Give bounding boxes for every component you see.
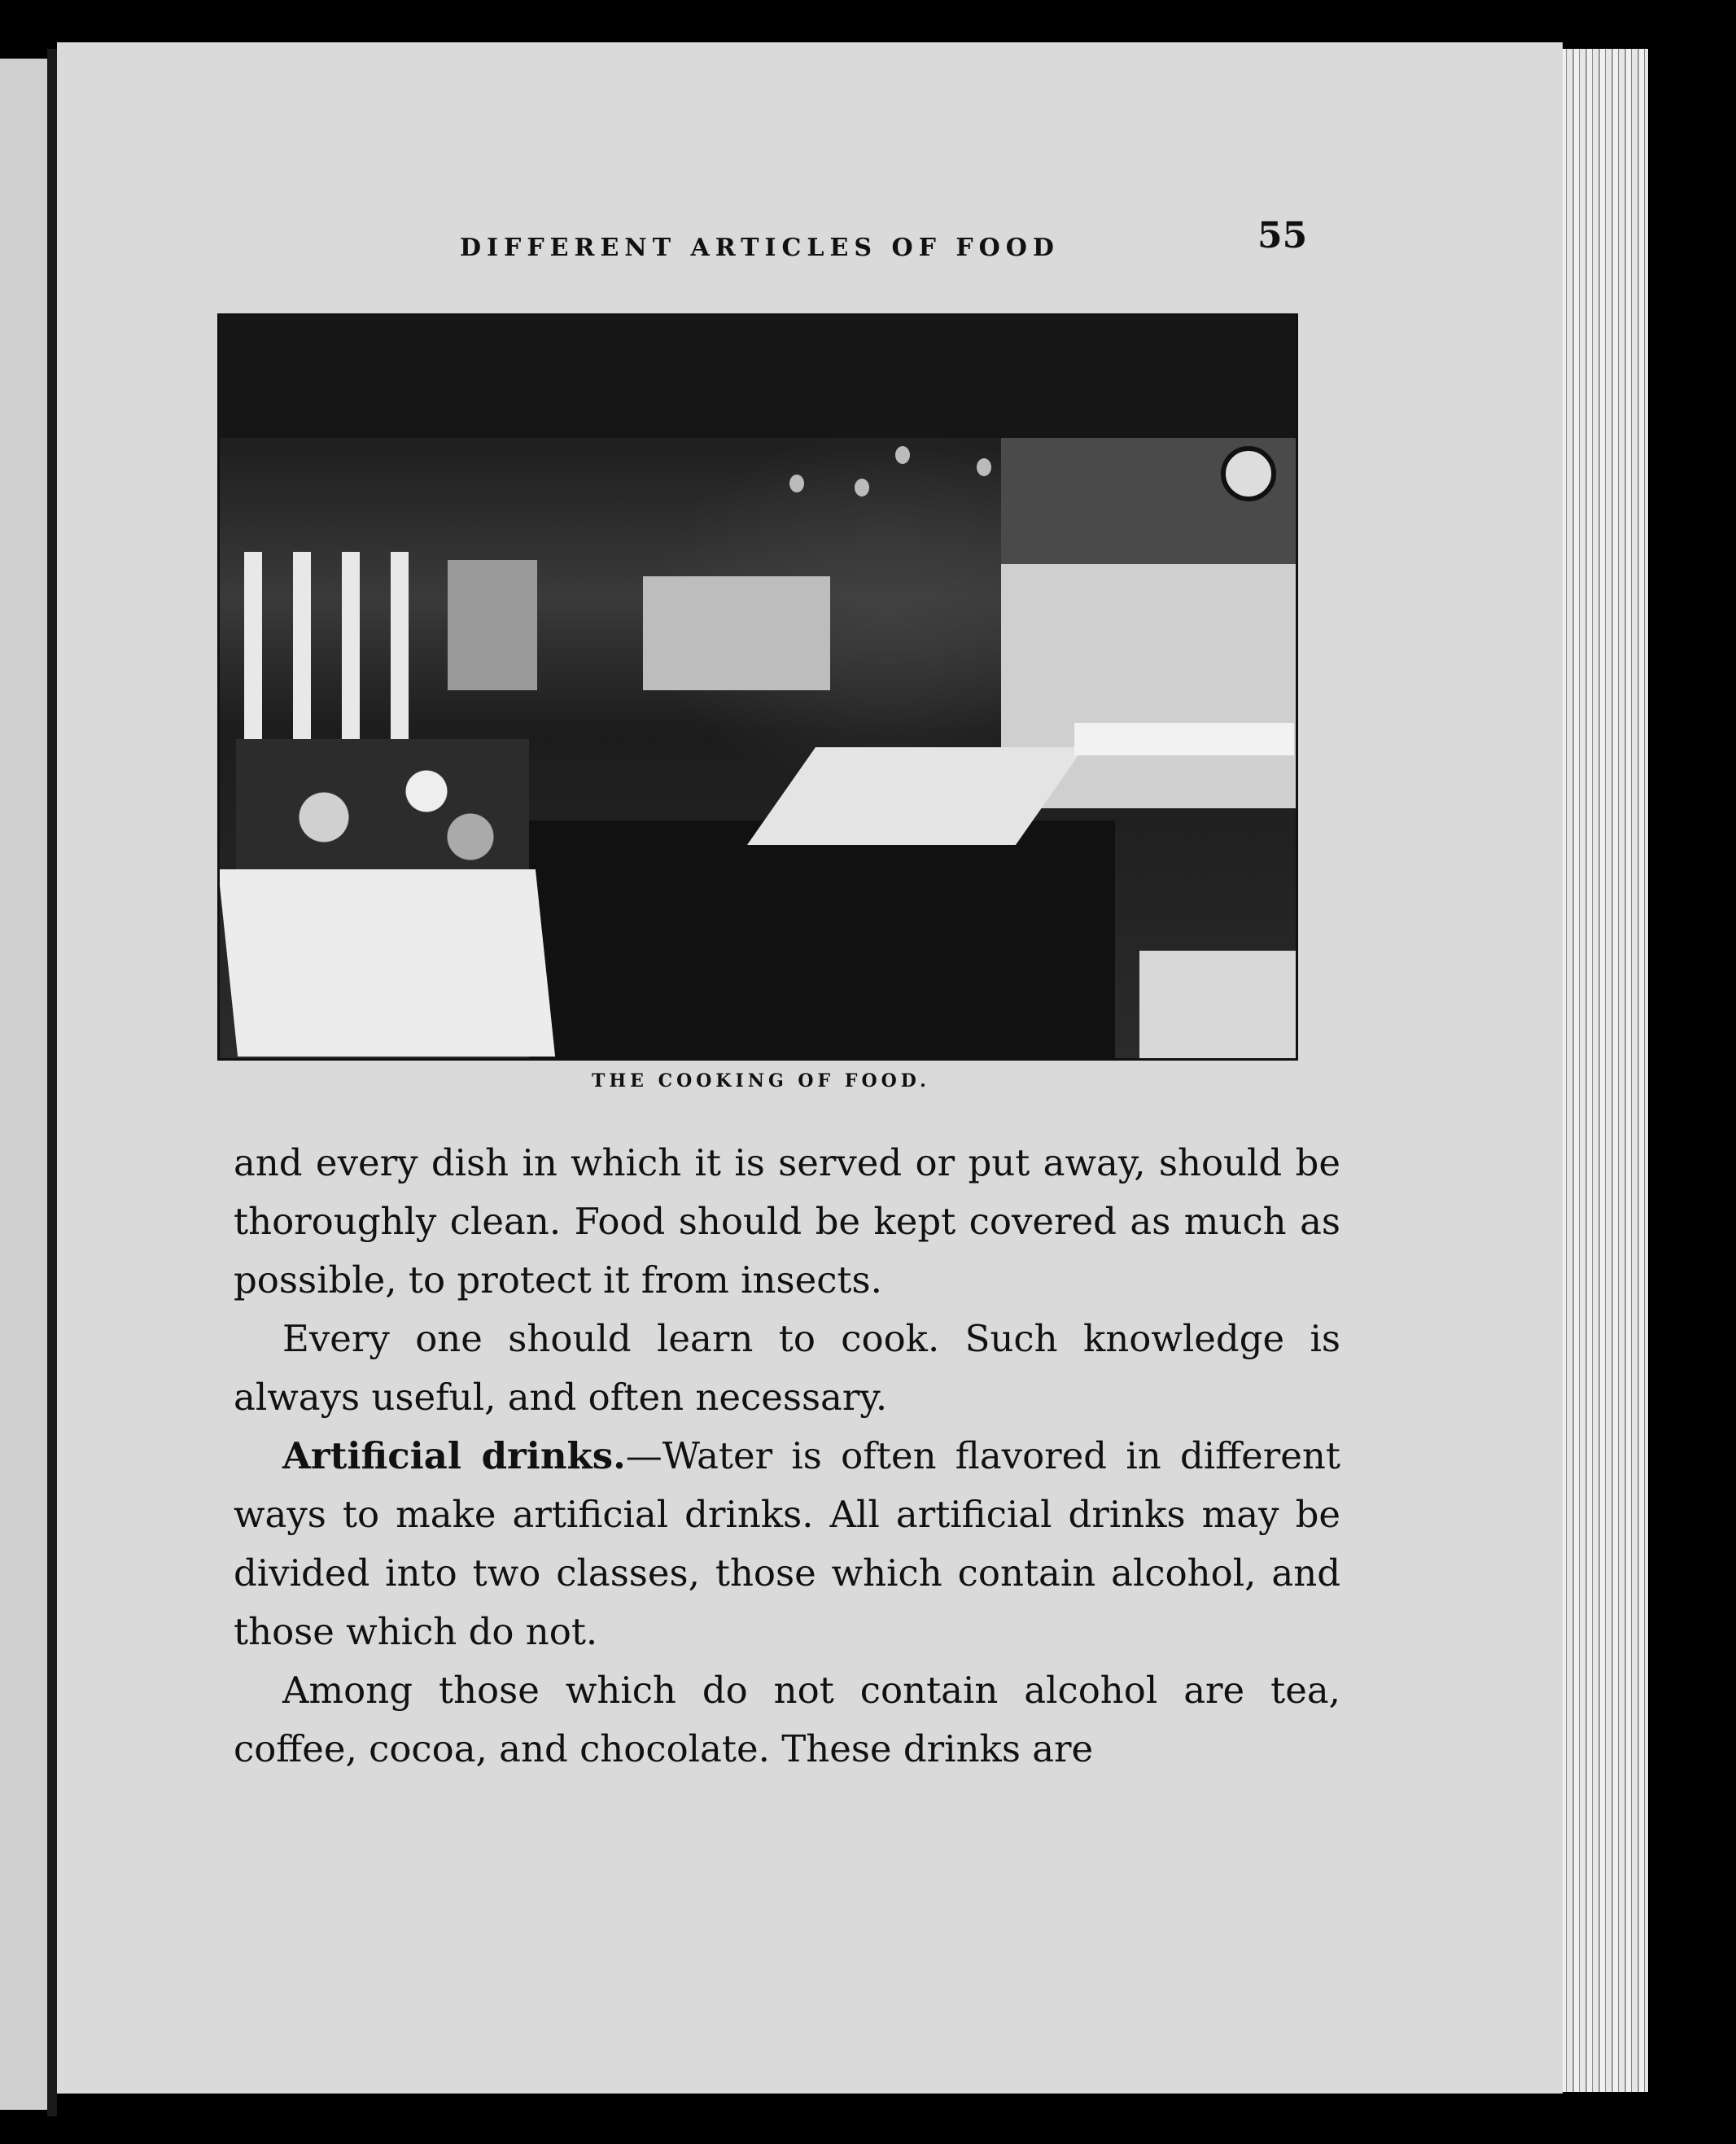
figure-caption: THE COOKING OF FOOD. [592,1070,930,1092]
facing-page-sliver [0,59,50,2110]
kitchen-photograph [217,313,1298,1061]
paragraph-4: Among those which do not contain alcohol are tea, coffee, cocoa, and chocolate. These drinks are [234,1669,1340,1770]
photo-left-table [218,869,555,1057]
page-number: 55 [1257,215,1308,256]
photo-ceiling [220,316,1296,438]
body-text [234,1134,1340,1779]
running-title: DIFFERENT ARTICLES OF FOOD [460,234,1060,262]
book-gutter [47,49,57,2116]
clock-icon [1221,446,1276,501]
photo-dishes [236,739,529,869]
paragraph-3-text: —Water is often flavored in different ways to make artificial drinks. All artificial drinks may be divided into two classes, those which contain alcohol, and those which do not. [234,1434,1340,1653]
lamp-icon [789,475,804,492]
paragraph-3 [234,1427,1340,1661]
paragraph-2: Every one should learn to cook. Such knowledge is always useful, and often necessary. [234,1317,1340,1419]
lamp-icon [895,446,910,464]
photo-back-wall [643,576,830,690]
lamp-icon [977,458,991,476]
photo-floor-light [1139,951,1296,1058]
section-heading: Artificial drinks. [282,1434,626,1477]
photo-right-counter [1074,723,1294,755]
photo-leaded-door [448,560,537,690]
lamp-icon [855,479,869,497]
photo-floor [529,820,1115,1058]
paragraph-1: and every dish in which it is served or put away, should be thoroughly clean. Food should be kept covered as much as possible, to protect it from insects. [234,1141,1340,1302]
